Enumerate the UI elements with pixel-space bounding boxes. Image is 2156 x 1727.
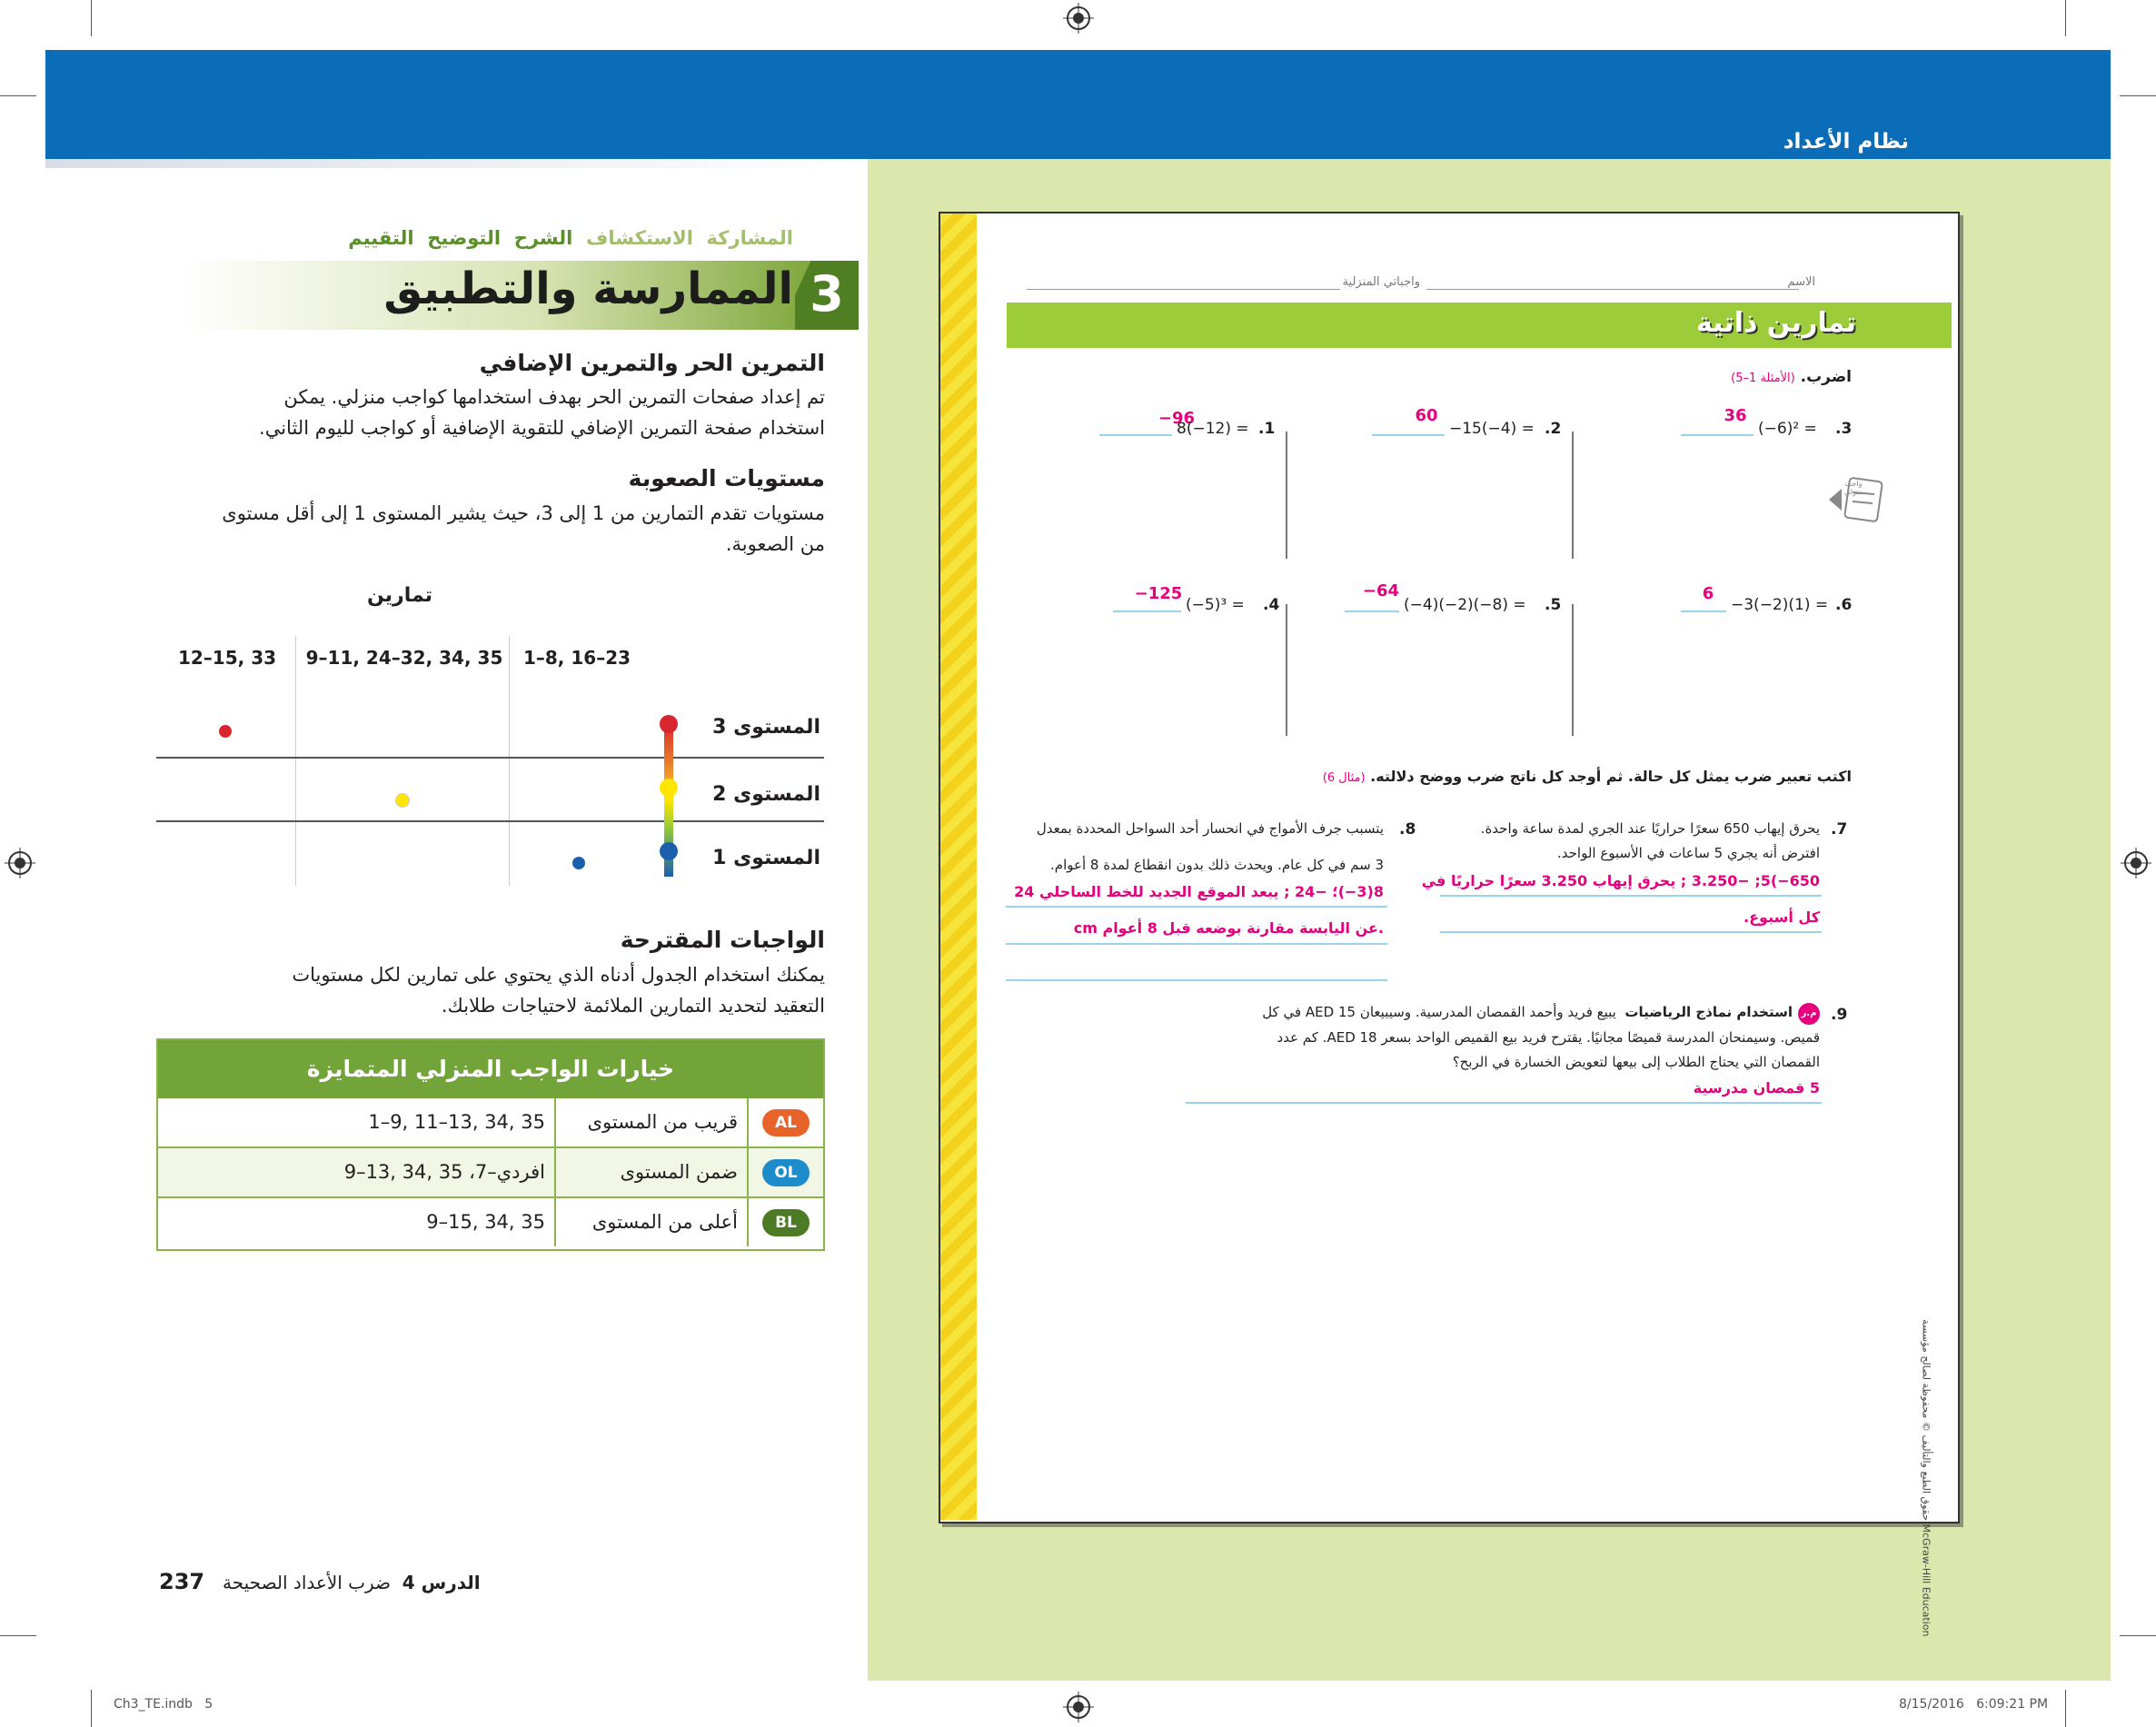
lesson-label: الدرس 4 — [402, 1572, 481, 1593]
table-row — [158, 1148, 823, 1198]
paragraph-line: تم إعداد صفحات التمرين الحر بهدف استخدامها كواجب منزلي. يمكن — [283, 386, 825, 408]
exercise-text: قميص. وسيمنحان المدرسة قميصًا مجانيًا. يقترح فريد بيع القميص الواحد بسعر AED 18. كم عدد — [1277, 1029, 1820, 1046]
exercises-cell: 9–15, 34, 35 — [426, 1211, 545, 1233]
answer: 36 — [1724, 406, 1747, 425]
name-label: الاسم — [1787, 275, 1815, 289]
exercise-number: .7 — [1831, 820, 1848, 839]
print-datetime: 8/15/2016 6:09:21 PM — [1899, 1697, 2049, 1712]
level-1-marker — [660, 842, 678, 860]
answer-line — [1006, 943, 1387, 945]
chapter-title: الممارسة والتطبيق — [383, 263, 793, 314]
instruction — [1323, 768, 1852, 785]
answer: 60 — [1415, 406, 1438, 425]
exercise-text — [1262, 1004, 1793, 1020]
answer-line — [1099, 434, 1172, 436]
exercise-expression: (−5)³ = — [1186, 596, 1245, 614]
badge-al: AL — [762, 1109, 810, 1136]
badge-bl: BL — [762, 1209, 810, 1236]
exercise-number: .6 — [1835, 596, 1853, 614]
homework-tag-label: واجب منزلي — [1843, 480, 1863, 496]
exercise-expression: −15(−4) = — [1449, 420, 1535, 438]
exercise-number: .2 — [1545, 420, 1562, 438]
level-cell: أعلى من المستوى — [554, 1198, 747, 1246]
exercise-number: .9 — [1831, 1006, 1848, 1024]
file-name: Ch3_TE.indb 5 — [114, 1697, 214, 1712]
paragraph-line: من الصعوبة. — [725, 533, 825, 555]
answer-line — [1006, 979, 1387, 981]
page-number: 237 — [159, 1569, 205, 1594]
paragraph-line: يمكنك استخدام الجدول أدناه الذي يحتوي على تمارين لكل مستويات — [292, 964, 825, 986]
exercise-text: القمصان التي يحتاج الطلاب إلى بيعها لتعويض الخسارة في الربح؟ — [1452, 1054, 1820, 1070]
column-divider — [295, 636, 296, 886]
chapter-number: 3 — [810, 265, 844, 323]
stage-explain: الشرح — [513, 227, 573, 249]
crop-mark — [2120, 1635, 2156, 1636]
exercise-text: 3 سم في كل عام. ويحدث ذلك بدون انقطاع لمدة 8 أعوام. — [1050, 857, 1384, 873]
answer: كل أسبوع. — [1744, 908, 1820, 926]
level-separator — [156, 757, 824, 759]
exercise-number: .5 — [1545, 596, 1562, 614]
table-row — [158, 1198, 823, 1246]
level-3-marker — [660, 715, 678, 733]
answer-line — [1186, 1102, 1822, 1104]
paragraph-line: مستويات تقدم التمارين من 1 إلى 3، حيث يشير المستوى 1 إلى أقل مستوى — [222, 502, 825, 524]
column-header: 9–11, 24–32, 34, 35 — [305, 647, 503, 669]
exercise-text: يحرق إيهاب 650 سعرًا حراريًا عند الجري لمدة ساعة واحدة. — [1480, 820, 1820, 837]
exercise-number: .4 — [1263, 596, 1280, 614]
answer-line — [1345, 610, 1399, 612]
badge-ol: OL — [762, 1159, 810, 1186]
answer: −125 — [1134, 584, 1183, 603]
crop-mark — [2065, 0, 2066, 36]
levels-chart-title: تمارين — [367, 584, 432, 607]
crop-mark — [0, 1635, 36, 1636]
registration-mark-icon — [2121, 848, 2151, 878]
instruction-ref: (الأمثلة 1–5) — [1731, 372, 1795, 385]
answer-line — [1440, 931, 1822, 933]
lesson-title: ضرب الأعداد الصحيحة — [223, 1572, 391, 1593]
registration-mark-icon — [1063, 1692, 1094, 1722]
section-heading: التمرين الحر والتمرين الإضافي — [479, 350, 825, 376]
level-label: المستوى 3 — [712, 716, 820, 739]
column-header: 1–8, 16–23 — [522, 647, 631, 669]
answer-line — [1681, 610, 1726, 612]
work-divider — [1286, 432, 1287, 559]
exercise-number: .8 — [1399, 820, 1416, 839]
homework-table-title: خيارات الواجب المنزلي المتمايزة — [158, 1040, 823, 1098]
stage-evaluate: التقييم — [348, 227, 414, 249]
answer: 5 قمصان مدرسية — [1693, 1079, 1820, 1097]
instruction-ref: (مثال 6) — [1322, 771, 1366, 785]
exercise-expression: (−6)² = — [1758, 420, 1817, 438]
answer: −96 — [1157, 409, 1196, 428]
answer: 650−)5; −3.250 ; يحرق إيهاب 3.250 سعرًا حراريًا في — [1421, 872, 1820, 889]
exercise-text: يتسبب جرف الأمواج في انحسار أحد السواحل المحددة بمعدل — [1036, 820, 1384, 837]
crop-mark — [0, 95, 36, 96]
answer: cm عن اليابسة مقارنة بوضعه قبل 8 أعوام. — [1073, 919, 1384, 937]
exercise-title: استخدام نماذج الرياضيات — [1624, 1004, 1793, 1020]
answer-line — [1113, 610, 1181, 612]
name-line — [1426, 289, 1799, 290]
worksheet-stripe — [940, 213, 977, 1520]
stage-elaborate: التوضيح — [427, 227, 502, 249]
level-cell: قريب من المستوى — [554, 1098, 747, 1146]
level-cell: ضمن المستوى — [554, 1148, 747, 1196]
worksheet-banner-title: تمارين ذاتية — [1695, 307, 1856, 339]
section-heading: الواجبات المقترحة — [620, 927, 825, 953]
exercise-line: يبيع فريد وأحمد القمصان المدرسية. وسيبيعان AED 15 في كل — [1262, 1004, 1616, 1020]
crop-mark — [2120, 95, 2156, 96]
stage-engage: المشاركة — [706, 227, 793, 249]
level-label: المستوى 2 — [712, 783, 820, 806]
crop-mark — [91, 1690, 92, 1727]
instruction-text: اكتب تعبير ضرب يمثل كل حالة. ثم أوجد كل ناتج ضرب ووضح دلالته. — [1370, 768, 1852, 785]
answer-line — [1006, 906, 1387, 908]
homework-label: واجباتي المنزلية — [1342, 275, 1420, 289]
level-separator — [156, 820, 824, 822]
exercises-cell: 1–9, 11–13, 34, 35 — [368, 1111, 545, 1133]
crop-mark — [91, 0, 92, 36]
exercise-text: افترض أنه يجري 5 ساعات في الأسبوع الواحد. — [1556, 845, 1820, 861]
header-shadow — [45, 159, 863, 168]
copyright-credit: McGraw-Hill Education حقوق الطبع والتأليف © محفوظة لصالح مؤسسة — [1920, 1319, 1932, 1637]
crop-mark — [2065, 1690, 2066, 1727]
paragraph-line: استخدام صفحة التمرين الإضافي للتقوية الإضافية أو كواجب لليوم الثاني. — [259, 417, 825, 439]
level-3-dot — [218, 724, 233, 739]
exercises-cell: 9–13, 34, 35 ،7–افردي — [343, 1161, 545, 1183]
level-label: المستوى 1 — [712, 847, 820, 869]
section-title: نظام الأعداد — [1783, 130, 1909, 154]
exercise-number: .3 — [1835, 420, 1853, 438]
work-divider — [1572, 604, 1574, 736]
answer-line — [1681, 434, 1754, 436]
exercise-expression: −3(−2)(1) = — [1731, 596, 1829, 614]
answer: 8(3−)؛ −24 ; يبعد الموقع الجديد للخط الساحلي 24 — [1014, 883, 1384, 900]
exercise-number: .1 — [1258, 420, 1276, 438]
answer: 6 — [1702, 584, 1714, 603]
lesson-footer — [223, 1572, 481, 1593]
stage-explore: الاستكشاف — [585, 227, 693, 249]
exercise-expression: (−4)(−2)(−8) = — [1404, 596, 1526, 614]
level-2-dot — [395, 793, 410, 808]
column-divider — [509, 636, 510, 886]
instruction-text: اضرب. — [1800, 368, 1852, 386]
work-divider — [1572, 432, 1574, 559]
level-1-dot — [572, 857, 585, 869]
table-row — [158, 1098, 823, 1148]
math-practice-badge: م.ر — [1798, 1003, 1820, 1025]
paragraph-line: التعقيد لتحديد التمارين الملائمة لاحتياجات طلابك. — [441, 995, 825, 1017]
exercise-expression: 8(−12) = — [1177, 420, 1249, 438]
homework-table — [156, 1038, 825, 1251]
section-heading: مستويات الصعوبة — [628, 465, 825, 491]
registration-mark-icon — [5, 848, 35, 878]
answer: −64 — [1362, 581, 1400, 600]
answer-line — [1440, 895, 1822, 897]
instruction — [1731, 368, 1852, 386]
work-divider — [1286, 604, 1287, 736]
answer-line — [1372, 434, 1445, 436]
level-2-marker — [660, 779, 678, 797]
homework-line — [1027, 289, 1340, 290]
lesson-stages — [348, 227, 793, 249]
column-header: 12–15, 33 — [177, 647, 277, 669]
registration-mark-icon — [1063, 3, 1094, 34]
